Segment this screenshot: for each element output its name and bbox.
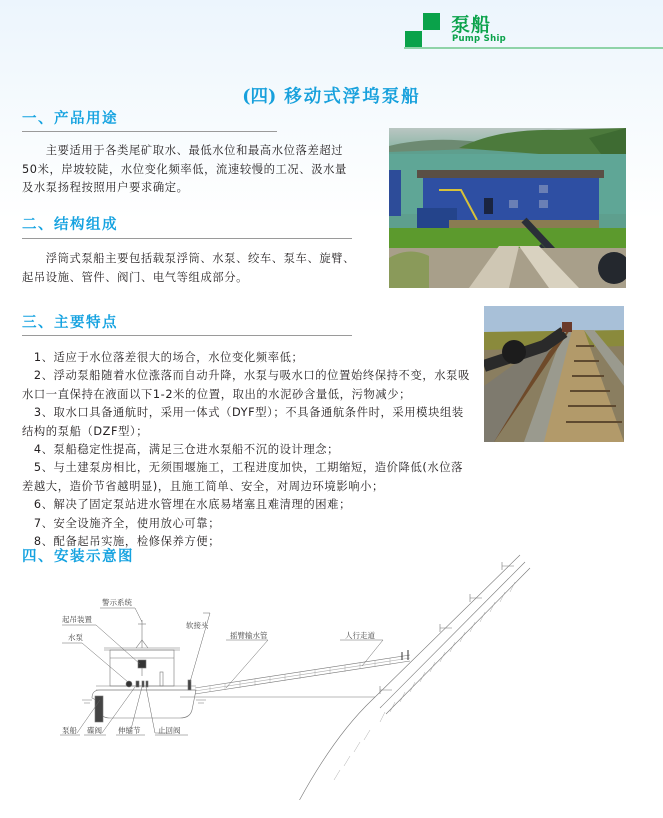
logo-brand-en: Pump Ship bbox=[452, 34, 507, 44]
feature-item: 1、适应于水位落差很大的场合，水位变化频率低； bbox=[33, 351, 304, 364]
feature-item: 3、取水口具备通航时，采用一体式（DYF型）；不具备通航条件时，采用模块组装结构的泵船（DZF型）； bbox=[22, 406, 464, 438]
section-divider bbox=[22, 131, 277, 132]
feature-item: 7、安全设施齐全，使用放心可靠； bbox=[33, 516, 221, 530]
label-pump-ship: 泵船 bbox=[62, 726, 77, 735]
label-soft-joint: 软接头 bbox=[186, 621, 209, 630]
section-divider bbox=[22, 238, 352, 239]
page-title-text: 移动式浮坞泵船 bbox=[284, 87, 421, 107]
label-swing-arm-pipe: 摇臂输水管 bbox=[230, 631, 268, 640]
usage-paragraph bbox=[22, 142, 358, 198]
label-check-valve: 止回阀 bbox=[158, 726, 181, 735]
label-expansion-joint: 伸缩节 bbox=[118, 726, 141, 735]
slope-track-image bbox=[484, 306, 624, 442]
slope-track-photo bbox=[484, 306, 624, 442]
label-walkway: 人行走道 bbox=[345, 631, 375, 640]
pump-house-image bbox=[389, 128, 626, 288]
feature-item: 5、与土建泵房相比，无须围堰施工，工程进度加快，工期缩短，造价降低(水位落差越大，造价节省越明显)，且施工简单、安全，对周边环境影响小； bbox=[22, 461, 464, 493]
pump-house-photo bbox=[389, 128, 626, 288]
usage-body: 主要适用于各类尾矿取水、最低水位和最高水位落差超过50米，岸坡较陡，水位变化频率低，流速较慢的工况、汲水量及水泵扬程按照用户要求确定。 bbox=[22, 144, 347, 195]
logo-divider bbox=[404, 47, 663, 49]
section-title-structure: 二、结构组成 bbox=[22, 217, 118, 233]
label-pump: 水泵 bbox=[68, 633, 83, 642]
feature-item: 6、解决了固定泵站进水管埋在水底易堵塞且难清理的困难； bbox=[33, 498, 351, 512]
label-hoist: 起吊装置 bbox=[62, 615, 92, 624]
features-list bbox=[22, 349, 470, 551]
logo-square-bottom bbox=[405, 31, 422, 48]
page-title-prefix: (四) bbox=[242, 87, 277, 107]
feature-item: 4、泵船稳定性提高，满足三仓进水泵船不沉的设计理念； bbox=[33, 443, 340, 457]
page-title bbox=[0, 83, 663, 108]
label-warning-system: 警示系统 bbox=[102, 598, 132, 607]
logo-square-top bbox=[423, 13, 440, 30]
logo-brand-cn: 泵船 bbox=[451, 14, 492, 36]
section-title-usage: 一、产品用途 bbox=[22, 111, 118, 127]
section-title-diagram: 四、安装示意图 bbox=[22, 549, 134, 565]
feature-item: 8、配备起吊实施，检修保养方便； bbox=[33, 535, 221, 549]
installation-diagram bbox=[30, 550, 663, 800]
structure-paragraph bbox=[22, 250, 358, 287]
label-butterfly-valve: 碟阀 bbox=[87, 726, 102, 735]
section-title-features: 三、主要特点 bbox=[22, 315, 118, 331]
section-divider bbox=[22, 335, 352, 336]
feature-item: 2、浮动泵船随着水位涨落而自动升降，水泵与吸水口的位置始终保持不变，水泵吸水口一直保持在液面以下1-2米的位置，取出的水泥砂含量低，污物减少； bbox=[22, 369, 470, 401]
structure-body: 浮筒式泵船主要包括载泵浮筒、水泵、绞车、泵车、旋臂、起吊设施、管件、阀门、电气等组成部分。 bbox=[22, 252, 356, 284]
